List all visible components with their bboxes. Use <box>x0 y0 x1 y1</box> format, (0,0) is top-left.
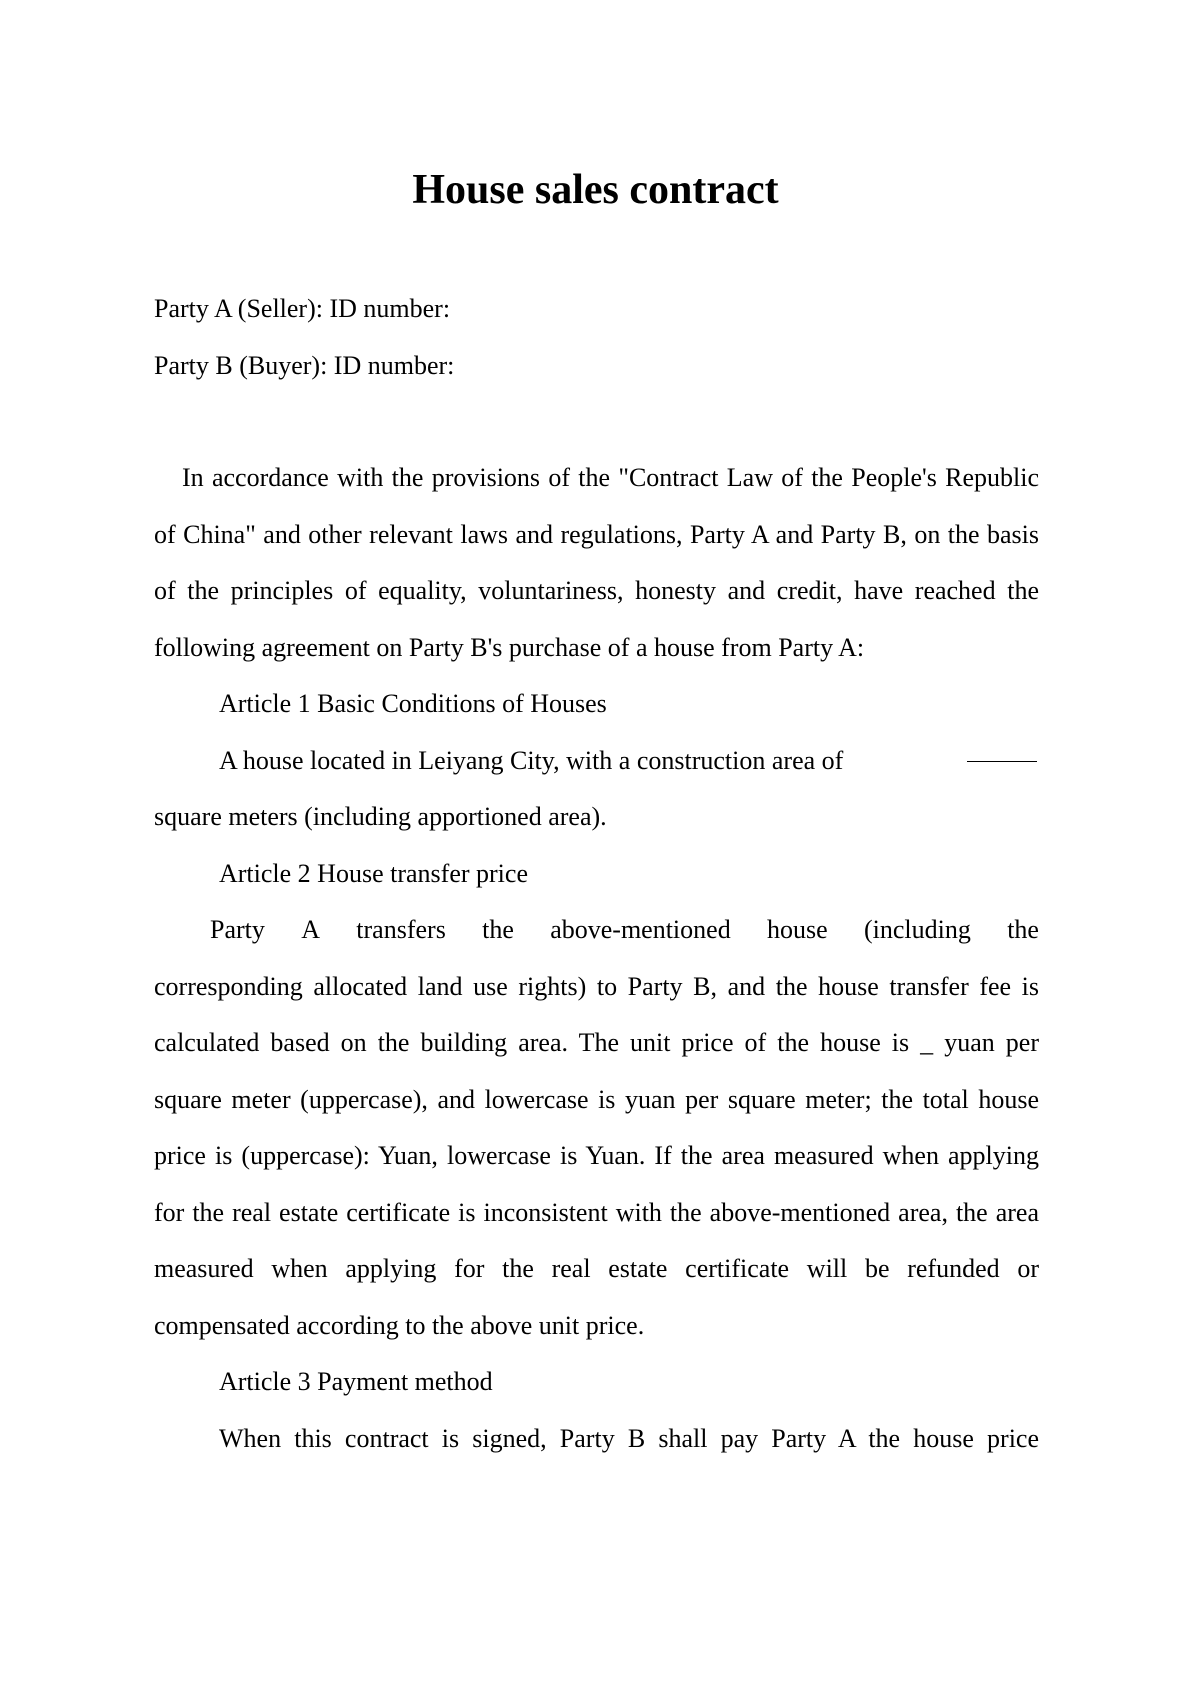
article2-word: A <box>301 915 320 944</box>
article3-heading: Article 3 Payment method <box>219 1367 493 1396</box>
article2-body: corresponding allocated land use rights) to Party B, and the house transfer fee is calculated based on the building area. The unit price of the house is _ yuan per square meter (uppercase), and lowercase is yuan per square meter; the total house price is (uppercase): Yuan, lowercase is Yuan. If the area measured when applying for the real estate certificate is inconsistent with the above-mentioned area, the area measured when applying for the real estate certificate will be refunded or compensated according to the above unit price. <box>154 971 1039 1340</box>
article2-word: above-mentioned <box>550 915 731 944</box>
article3-body: When this contract is signed, Party B shall pay Party A the house price <box>219 1423 1039 1453</box>
party-a-line: Party A (Seller): ID number: <box>154 294 451 323</box>
article1-heading: Article 1 Basic Conditions of Houses <box>219 689 607 718</box>
article1-line2-text: square meters (including apportioned area). <box>154 802 607 831</box>
area-blank-field <box>967 733 1037 762</box>
contract-body <box>154 450 1039 1467</box>
article2-word: house <box>767 915 828 944</box>
article1-area-line <box>154 733 1039 790</box>
article2-word: Party <box>210 915 265 944</box>
article2-heading: Article 2 House transfer price <box>219 858 528 888</box>
party-info <box>154 281 1039 394</box>
article2-word: the <box>1007 915 1039 944</box>
document-title: House sales contract <box>412 167 779 213</box>
article2-first-line <box>154 902 1039 959</box>
article2-word: transfers <box>356 915 446 944</box>
party-b-line: Party B (Buyer): ID number: <box>154 350 455 380</box>
article2-word: the <box>482 915 514 944</box>
article1-line1-text: A house located in Leiyang City, with a construction area of <box>219 745 844 775</box>
preamble-paragraph: In accordance with the provisions of the "Contract Law of the People's Republic of China" and other relevant laws and regulations, Party A and Party B, on the basis of the principles of equality, voluntariness, honesty and credit, have reached the following agreement on Party B's purchase of a house from Party A: <box>154 463 1039 662</box>
article2-word: (including <box>864 915 971 944</box>
